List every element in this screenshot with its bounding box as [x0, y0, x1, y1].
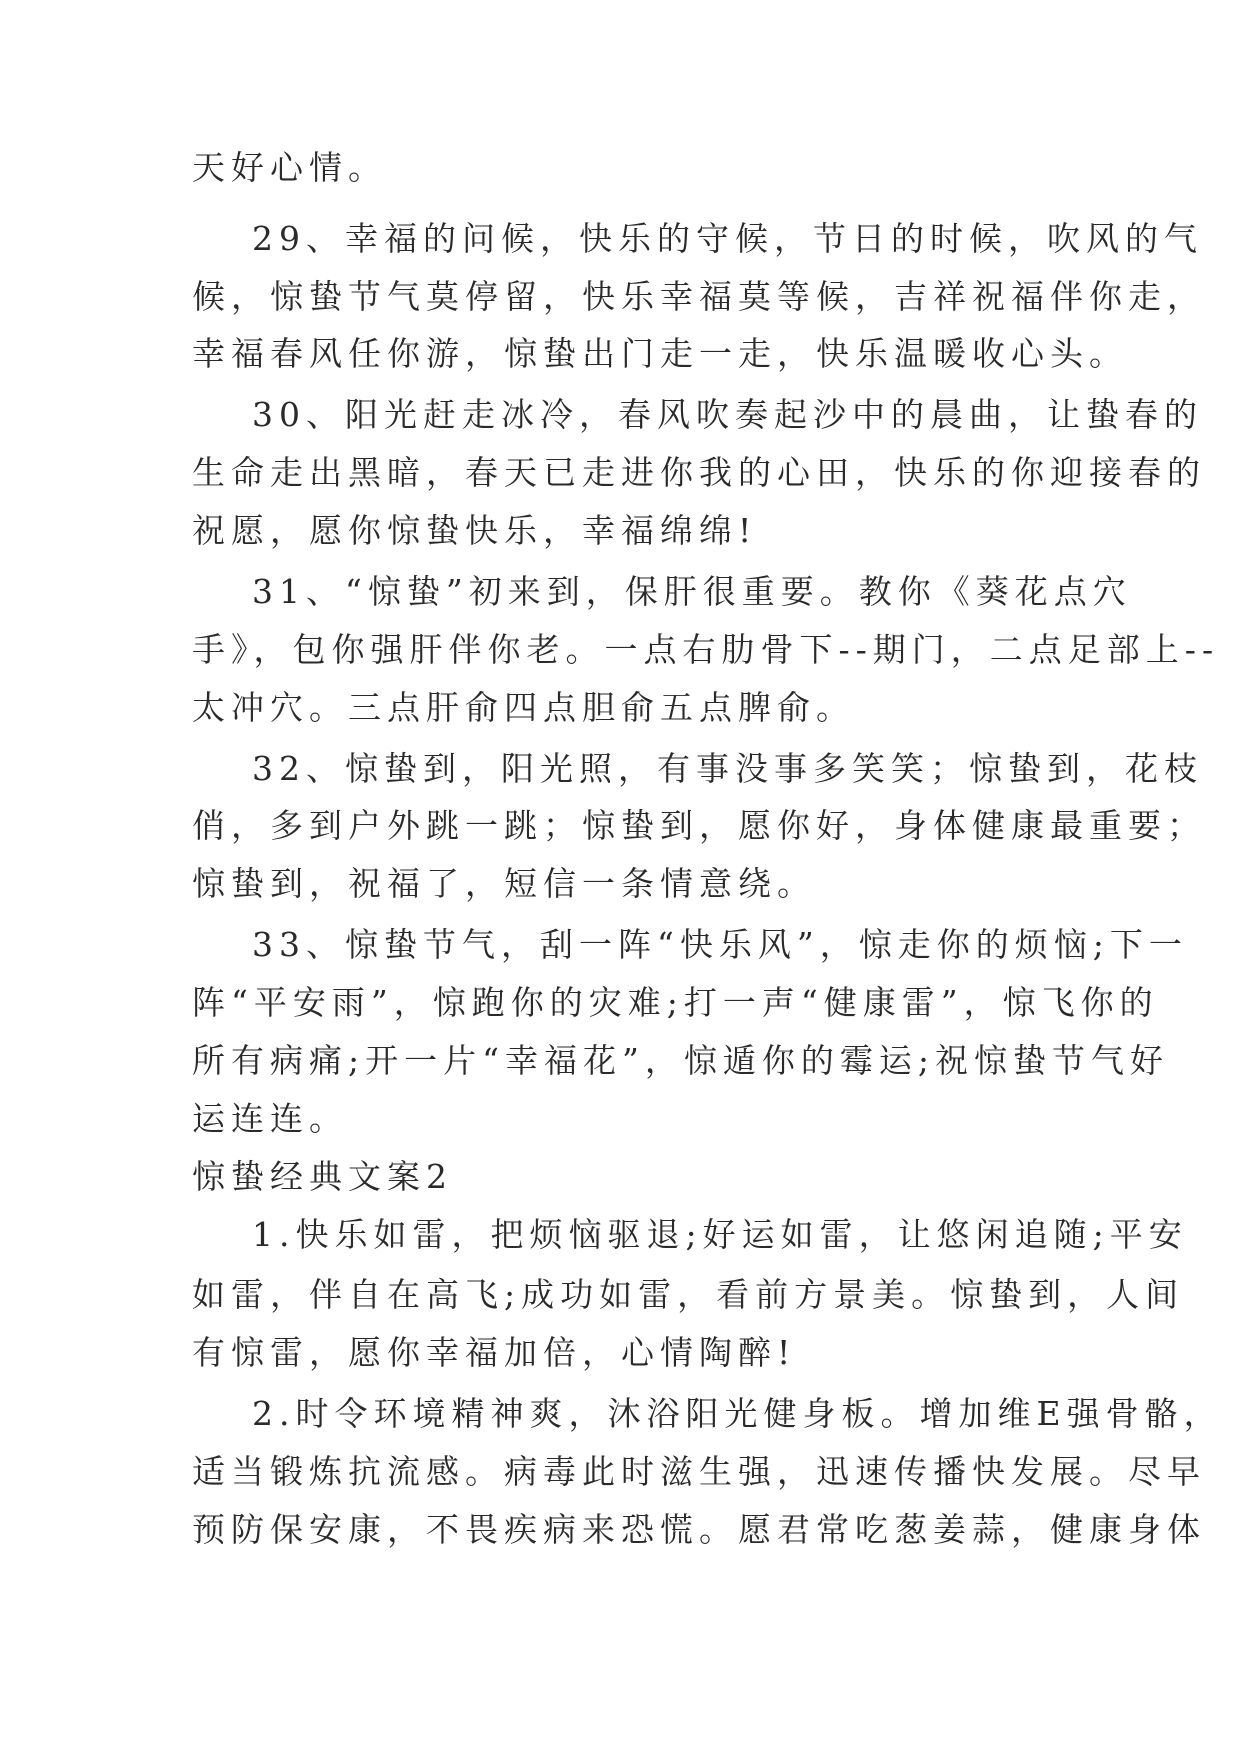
text-line: 1.快乐如雷，把烦恼驱退;好运如雷，让悠闲追随;平安 — [252, 1215, 1188, 1254]
text-line: 30、阳光赶走冰冷，春风吹奏起沙中的晨曲，让蛰春的 — [252, 395, 1203, 434]
section-heading: 惊蛰经典文案2 — [192, 1157, 453, 1196]
text-line: 预防保安康，不畏疾病来恐慌。愿君常吃葱姜蒜，健康身体 — [192, 1510, 1206, 1549]
text-line: 俏，多到户外跳一跳；惊蛰到，愿你好，身体健康最重要； — [192, 806, 1206, 845]
text-line: 29、幸福的问候，快乐的守候，节日的时候，吹风的气 — [252, 219, 1203, 258]
text-line: 如雷，伴自在高飞;成功如雷，看前方景美。惊蛰到，人间 — [192, 1275, 1185, 1314]
text-line: 惊蛰到，祝福了，短信一条情意绕。 — [192, 864, 816, 903]
text-line: 天好心情。 — [192, 148, 387, 187]
text-line: 候，惊蛰节气莫停留，快乐幸福莫等候，吉祥祝福伴你走， — [192, 277, 1206, 316]
text-line: 适当锻炼抗流感。病毒此时滋生强，迅速传播快发展。尽早 — [192, 1452, 1206, 1491]
text-line: 太冲穴。三点肝俞四点胆俞五点脾俞。 — [192, 688, 855, 727]
text-line: 生命走出黑暗，春天已走进你我的心田，快乐的你迎接春的 — [192, 453, 1206, 492]
text-line: 2.时令环境精神爽，沐浴阳光健身板。增加维E强骨骼， — [252, 1394, 1223, 1433]
text-line: 手》，包你强肝伴你老。一点右肋骨下--期门，二点足部上-- — [192, 630, 1220, 669]
text-line: 阵“平安雨”，惊跑你的灾难;打一声“健康雷”，惊飞你的 — [192, 983, 1159, 1022]
text-line: 运连连。 — [192, 1099, 348, 1138]
text-line: 31、“惊蛰”初来到，保肝很重要。教你《葵花点穴 — [252, 572, 1132, 611]
text-line: 32、惊蛰到，阳光照，有事没事多笑笑；惊蛰到，花枝 — [252, 749, 1203, 788]
text-line: 幸福春风任你游，惊蛰出门走一走，快乐温暖收心头。 — [192, 334, 1128, 373]
text-line: 所有病痛;开一片“幸福花”，惊遁你的霉运;祝惊蛰节气好 — [192, 1041, 1169, 1080]
text-line: 有惊雷，愿你幸福加倍，心情陶醉! — [192, 1333, 797, 1372]
text-line: 33、惊蛰节气，刮一阵“快乐风”，惊走你的烦恼;下一 — [252, 925, 1188, 964]
text-line: 祝愿，愿你惊蛰快乐，幸福绵绵! — [192, 511, 758, 550]
